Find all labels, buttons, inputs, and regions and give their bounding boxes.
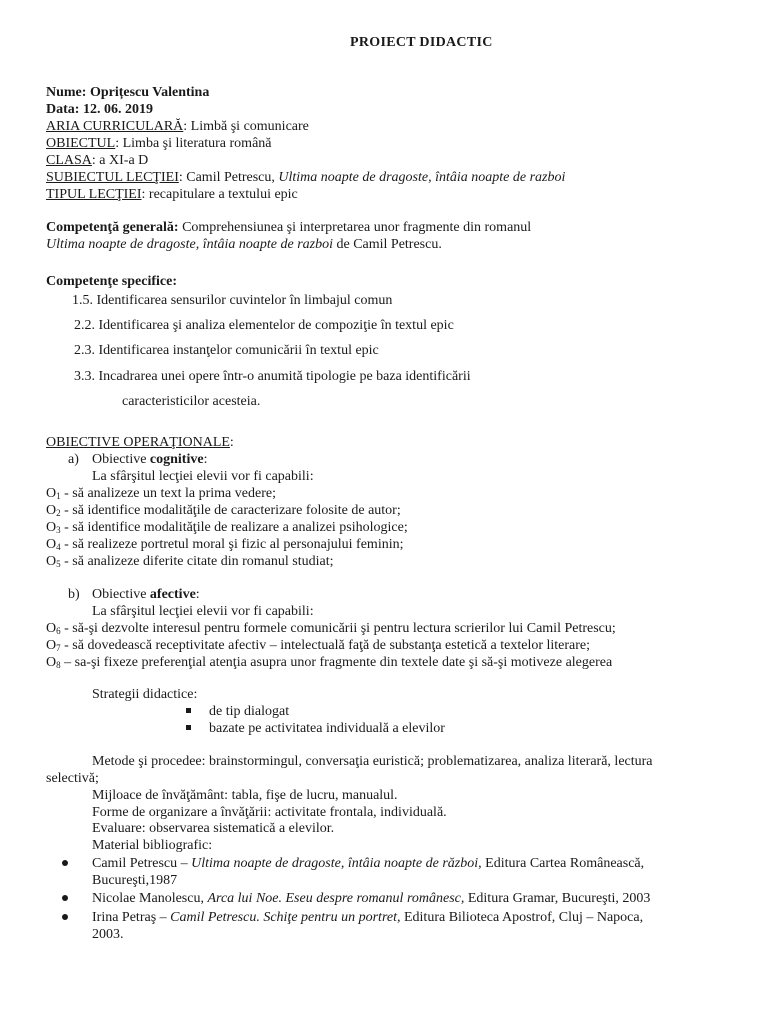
mijloace-line: Mijloace de învăţământ: tabla, fişe de lucru, manualul. bbox=[92, 788, 398, 803]
aria-value: : Limbă şi comunicare bbox=[183, 119, 309, 134]
obiective-b-prefix: Obiective bbox=[92, 587, 150, 602]
competenta-item: 1.5. Identificarea sensurilor cuvintelor în limbajul comun bbox=[72, 293, 393, 308]
obiective-b-suffix: : bbox=[195, 587, 200, 602]
obiective-a-marker: a) bbox=[68, 452, 79, 467]
bibliography-item: Irina Petraş – Camil Petrescu. Schiţe pentru un portret, Editura Bilioteca Apostrof, Cluj – Napoca, bbox=[92, 910, 644, 925]
obiective-b-line bbox=[92, 586, 200, 603]
obiectul-value: : Limba şi literatura română bbox=[115, 136, 272, 151]
bibliography-item: Nicolae Manolescu, Arca lui Noe. Eseu despre romanul românesc, Editura Gramar, Bucureşti, 2003 bbox=[92, 891, 651, 906]
tipul-value: : recapitulare a textului epic bbox=[141, 187, 298, 202]
obiective-heading-line bbox=[46, 434, 234, 451]
obiective-a-intro: La sfârşitul lecţiei elevii vor fi capabili: bbox=[92, 469, 314, 484]
clasa-line bbox=[46, 152, 148, 169]
competenta-generala-line bbox=[46, 219, 531, 236]
competente-specifice-label: Competenţe specifice: bbox=[46, 274, 178, 289]
obiective-a-bold: cognitive bbox=[149, 452, 204, 467]
aria-label: ARIA CURRICULARĂ bbox=[46, 119, 184, 134]
obiective-colon: : bbox=[229, 435, 234, 450]
subiectul-line bbox=[46, 169, 565, 186]
obiective-b-bold: afective bbox=[149, 587, 196, 602]
objective-item: $O_1$ - să analizeze un text la prima vedere; bbox=[46, 486, 276, 501]
bibliography-item-continuation: 2003. bbox=[92, 927, 124, 942]
forme-line: Forme de organizare a învăţării: activitate frontala, individuală. bbox=[92, 805, 447, 820]
data-value: 12. 06. 2019 bbox=[82, 102, 153, 117]
square-bullet-icon bbox=[186, 725, 191, 730]
subiectul-label: SUBIECTUL LECŢIEI bbox=[46, 170, 179, 185]
obiective-a-line bbox=[92, 451, 207, 468]
nume-value: Oprițescu Valentina bbox=[89, 85, 210, 100]
subiectul-value: : Camil Petrescu, bbox=[178, 170, 279, 185]
objective-item: $O_3$ - să identifice modalităţile de realizare a analizei psihologice; bbox=[46, 520, 408, 535]
obiective-b-intro: La sfârşitul lecţiei elevii vor fi capabili: bbox=[92, 604, 314, 619]
bibliography-item: Camil Petrescu – Ultima noapte de dragoste, întâia noapte de război, Editura Cartea Românească, bbox=[92, 856, 645, 871]
objective-item: $O_8$ – sa-şi fixeze preferenţial atenţia asupra unor fragmente din textele date şi să-şi motiveze alegerea bbox=[46, 655, 613, 670]
objective-item: $O_7$ - să dovedească receptivitate afectiv – intelectuală faţă de substanţa estetică a textelor literare; bbox=[46, 638, 591, 653]
competenta-item-continuation: caracteristicilor acesteia. bbox=[122, 394, 261, 409]
material-label: Material bibliografic: bbox=[92, 838, 213, 853]
square-bullet-icon bbox=[186, 708, 191, 713]
evaluare-line: Evaluare: observarea sistematică a elevilor. bbox=[92, 821, 335, 836]
obiective-heading: OBIECTIVE OPERAŢIONALE bbox=[46, 435, 230, 450]
obiective-a-suffix: : bbox=[203, 452, 208, 467]
competenta-generala-label: Competenţă generală: bbox=[46, 220, 179, 235]
objective-item: $O_4$ - să realizeze portretul moral şi fizic al personajului feminin; bbox=[46, 537, 404, 552]
competenta-generala-title: Ultima noapte de dragoste, întâia noapte de razboi bbox=[46, 237, 333, 252]
objective-item: $O_2$ - să identifice modalităţile de caracterizare folosite de autor; bbox=[46, 503, 401, 518]
clasa-value: : a XI-a D bbox=[91, 153, 149, 168]
aria-line bbox=[46, 118, 309, 135]
metode-line-continuation: selectivă; bbox=[46, 771, 99, 786]
data-label: Data: bbox=[46, 102, 80, 117]
nume-label: Nume: bbox=[46, 85, 87, 100]
objective-item: $O_5$ - să analizeze diferite citate din romanul studiat; bbox=[46, 554, 334, 569]
competenta-generala-suffix: de Camil Petrescu. bbox=[332, 237, 442, 252]
tipul-label: TIPUL LECŢIEI bbox=[46, 187, 142, 202]
nume-line bbox=[46, 84, 209, 101]
obiective-b-marker: b) bbox=[68, 587, 80, 602]
objective-item: $O_6$ - să-şi dezvolte interesul pentru formele comunicării şi pentru lectura scrierilor lui Camil Petrescu; bbox=[46, 621, 616, 636]
obiectul-line bbox=[46, 135, 272, 152]
bibliography-item-continuation: Bucureşti,1987 bbox=[92, 873, 178, 888]
competenta-item: 3.3. Incadrarea unei opere într-o anumită tipologie pe baza identificării bbox=[74, 369, 471, 384]
strategii-item: de tip dialogat bbox=[209, 704, 290, 719]
obiective-a-prefix: Obiective bbox=[92, 452, 150, 467]
document-title: PROIECT DIDACTIC bbox=[350, 35, 493, 50]
strategii-item: bazate pe activitatea individuală a elevilor bbox=[209, 721, 445, 736]
subiectul-title: Ultima noapte de dragoste, întâia noapte de razboi bbox=[278, 170, 566, 185]
competenta-item: 2.3. Identificarea instanţelor comunicării în textul epic bbox=[74, 343, 379, 358]
metode-line: Metode şi procedee: brainstormingul, conversaţia euristică; problematizarea, analiza literară, lectura bbox=[92, 754, 653, 769]
competenta-generala-line2 bbox=[46, 236, 442, 253]
competenta-item: 2.2. Identificarea şi analiza elementelor de compoziţie în textul epic bbox=[74, 318, 454, 333]
data-line bbox=[46, 101, 153, 118]
competenta-generala-text: Comprehensiunea şi interpretarea unor fragmente din romanul bbox=[178, 220, 532, 235]
bullet-icon bbox=[62, 914, 68, 920]
bullet-icon bbox=[62, 895, 68, 901]
tipul-line bbox=[46, 186, 298, 203]
clasa-label: CLASA bbox=[46, 153, 92, 168]
strategii-label: Strategii didactice: bbox=[92, 687, 198, 702]
bullet-icon bbox=[62, 860, 68, 866]
obiectul-label: OBIECTUL bbox=[46, 136, 116, 151]
